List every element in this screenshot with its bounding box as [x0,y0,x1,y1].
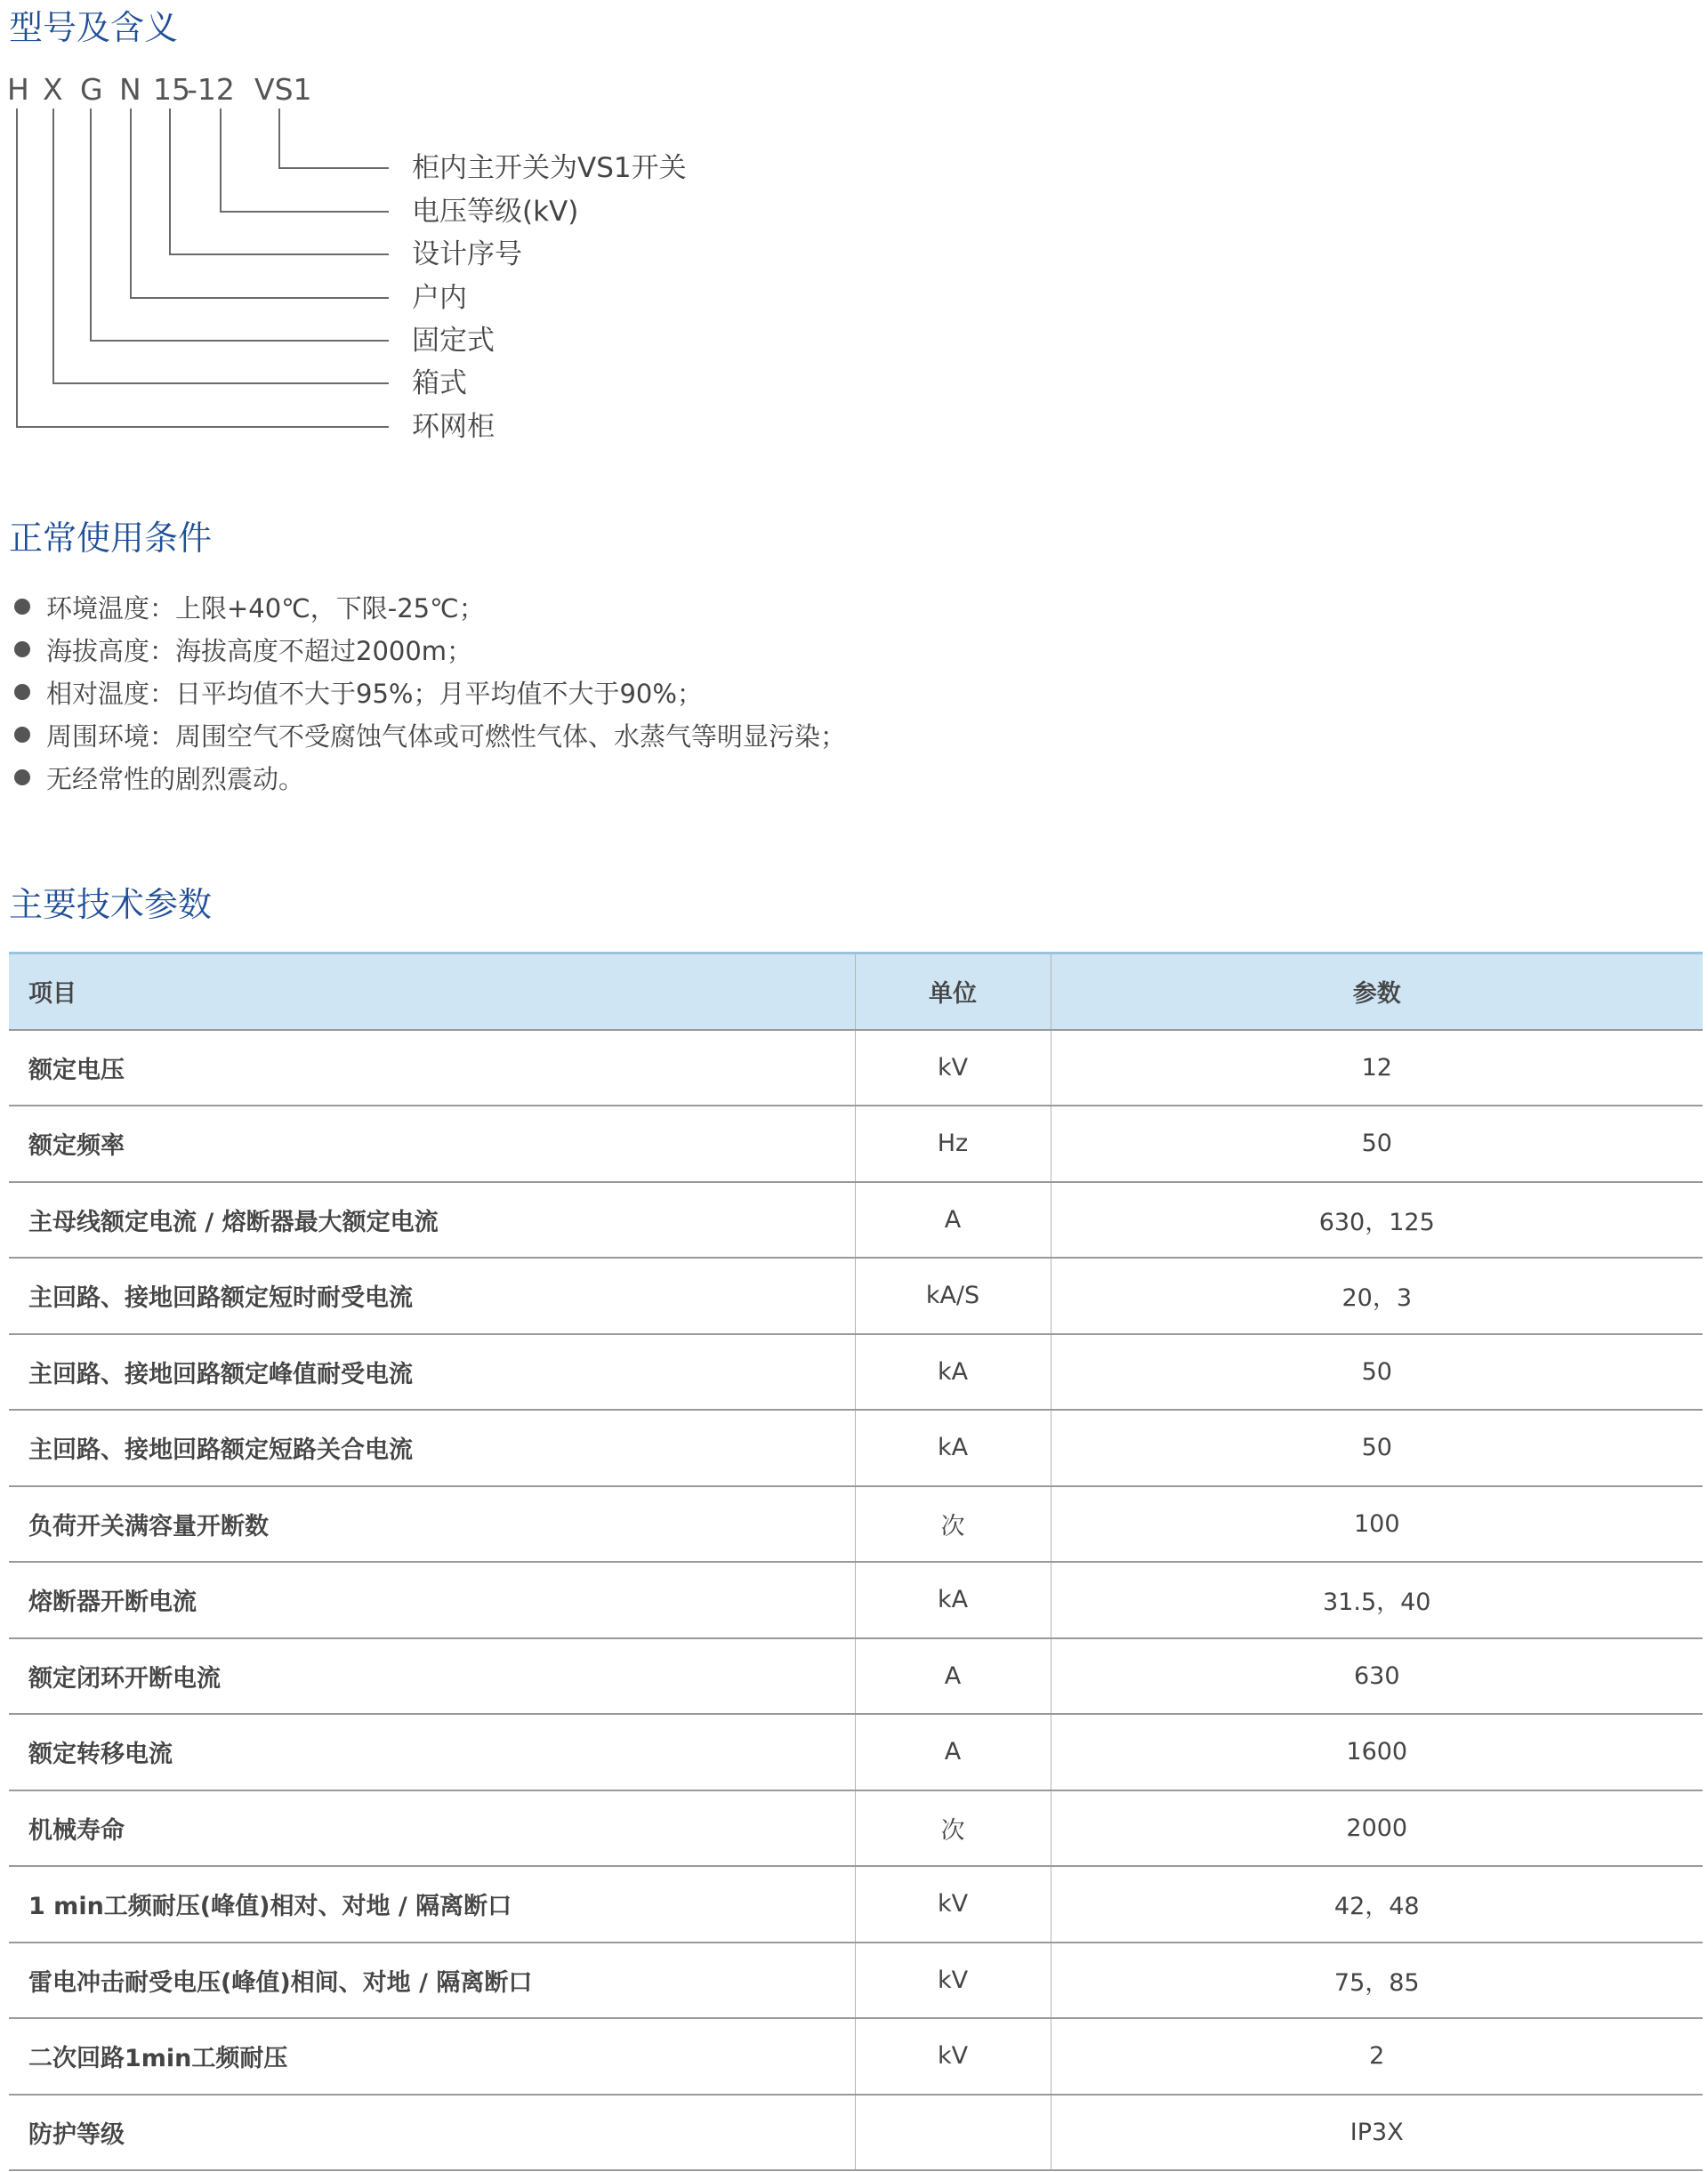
params-section-title: 主要技术参数 [9,885,213,924]
row-item: 主母线额定电流 / 熔断器最大额定电流 [9,1182,855,1259]
table-row [9,1182,1703,1259]
row-item: 主回路、接地回路额定短时耐受电流 [9,1258,855,1334]
code-part-vs1: VS1 [254,72,312,107]
row-item: 1 min工频耐压(峰值)相对、对地 / 隔离断口 [9,1866,855,1943]
table-header-row [9,953,1703,1030]
meaning-fixed-type: 固定式 [412,325,495,357]
meaning-indoor: 户内 [412,282,467,314]
list-item [9,713,846,756]
list-item [9,585,846,628]
table-row [9,1562,1703,1638]
model-code-connector-lines [0,0,409,445]
row-unit: kV [855,1030,1051,1106]
bullet-icon [14,684,30,700]
row-unit: kV [855,1866,1051,1943]
row-value: 2000 [1051,1790,1703,1867]
table-row [9,1486,1703,1563]
row-unit: kA [855,1334,1051,1411]
row-value: 50 [1051,1334,1703,1411]
row-unit: A [855,1182,1051,1259]
code-part-n: N [119,72,141,107]
row-value: 100 [1051,1486,1703,1563]
code-part-h: H [7,72,29,107]
row-item: 二次回路1min工频耐压 [9,2018,855,2095]
condition-text: 相对温度：日平均值不大于95%；月平均值不大于90%； [46,678,703,709]
table-row [9,1943,1703,2019]
condition-text: 无经常性的剧烈震动。 [46,763,305,794]
connector-line-g [91,109,389,341]
list-item [9,756,846,799]
table-row [9,1030,1703,1106]
conditions-list [9,585,846,799]
row-unit: kV [855,2018,1051,2095]
row-item: 额定转移电流 [9,1714,855,1790]
row-value: 630 [1051,1638,1703,1715]
row-item: 主回路、接地回路额定峰值耐受电流 [9,1334,855,1411]
table-row [9,1714,1703,1790]
table-row [9,1790,1703,1867]
row-unit: 次 [855,1790,1051,1867]
condition-text: 周围环境：周围空气不受腐蚀气体或可燃性气体、水蒸气等明显污染； [46,720,847,752]
row-item: 负荷开关满容量开断数 [9,1486,855,1563]
table-row [9,1638,1703,1715]
row-unit: kV [855,1943,1051,2019]
code-part-g: G [80,72,103,107]
row-item: 额定闭环开断电流 [9,1638,855,1715]
row-value: 50 [1051,1410,1703,1486]
table-row [9,1866,1703,1943]
table-row [9,1410,1703,1486]
connector-line-vs1 [279,109,389,168]
row-item: 防护等级 [9,2095,855,2171]
condition-text: 海拔高度：海拔高度不超过2000m； [46,635,473,666]
meaning-ring-main-unit: 环网柜 [412,411,495,443]
row-item: 额定频率 [9,1106,855,1182]
table-row [9,1106,1703,1182]
row-value: 20，3 [1051,1258,1703,1334]
table-row [9,1334,1703,1411]
row-item: 雷电冲击耐受电压(峰值)相间、对地 / 隔离断口 [9,1943,855,2019]
row-item: 额定电压 [9,1030,855,1106]
row-unit: kA [855,1562,1051,1638]
row-value: 31.5，40 [1051,1562,1703,1638]
bullet-icon [14,599,30,615]
row-value: 630，125 [1051,1182,1703,1259]
model-section-title: 型号及含义 [9,8,179,47]
table-row [9,2018,1703,2095]
header-item: 项目 [9,953,855,1030]
row-unit [855,2095,1051,2171]
header-unit: 单位 [855,953,1051,1030]
condition-text: 环境温度：上限+40℃，下限-25℃； [46,592,485,623]
row-unit: 次 [855,1486,1051,1563]
header-value: 参数 [1051,953,1703,1030]
row-value: 75，85 [1051,1943,1703,2019]
meaning-main-switch: 柜内主开关为VS1开关 [412,152,687,184]
row-unit: kA/S [855,1258,1051,1334]
list-item [9,671,846,713]
meaning-voltage-level: 电压等级(kV) [412,196,579,228]
bullet-icon [14,641,30,657]
row-unit: A [855,1638,1051,1715]
list-item [9,628,846,671]
row-unit: A [855,1714,1051,1790]
row-item: 主回路、接地回路额定短路关合电流 [9,1410,855,1486]
table-row [9,2095,1703,2171]
row-unit: Hz [855,1106,1051,1182]
row-value: 1600 [1051,1714,1703,1790]
bullet-icon [14,769,30,785]
meaning-design-number: 设计序号 [412,238,522,270]
conditions-section-title: 正常使用条件 [9,519,213,558]
row-value: 42，48 [1051,1866,1703,1943]
row-item: 熔断器开断电流 [9,1562,855,1638]
row-item: 机械寿命 [9,1790,855,1867]
bullet-icon [14,727,30,743]
connector-line-12 [221,109,389,212]
code-part-15: 15 [153,72,190,107]
row-value: 2 [1051,2018,1703,2095]
meaning-box-type: 箱式 [412,367,467,399]
row-value: IP3X [1051,2095,1703,2171]
code-part-12: -12 [187,72,235,107]
table-row [9,1258,1703,1334]
row-value: 50 [1051,1106,1703,1182]
code-part-x: X [43,72,63,107]
row-unit: kA [855,1410,1051,1486]
connector-line-h [17,109,389,427]
params-table [9,952,1703,2171]
row-value: 12 [1051,1030,1703,1106]
